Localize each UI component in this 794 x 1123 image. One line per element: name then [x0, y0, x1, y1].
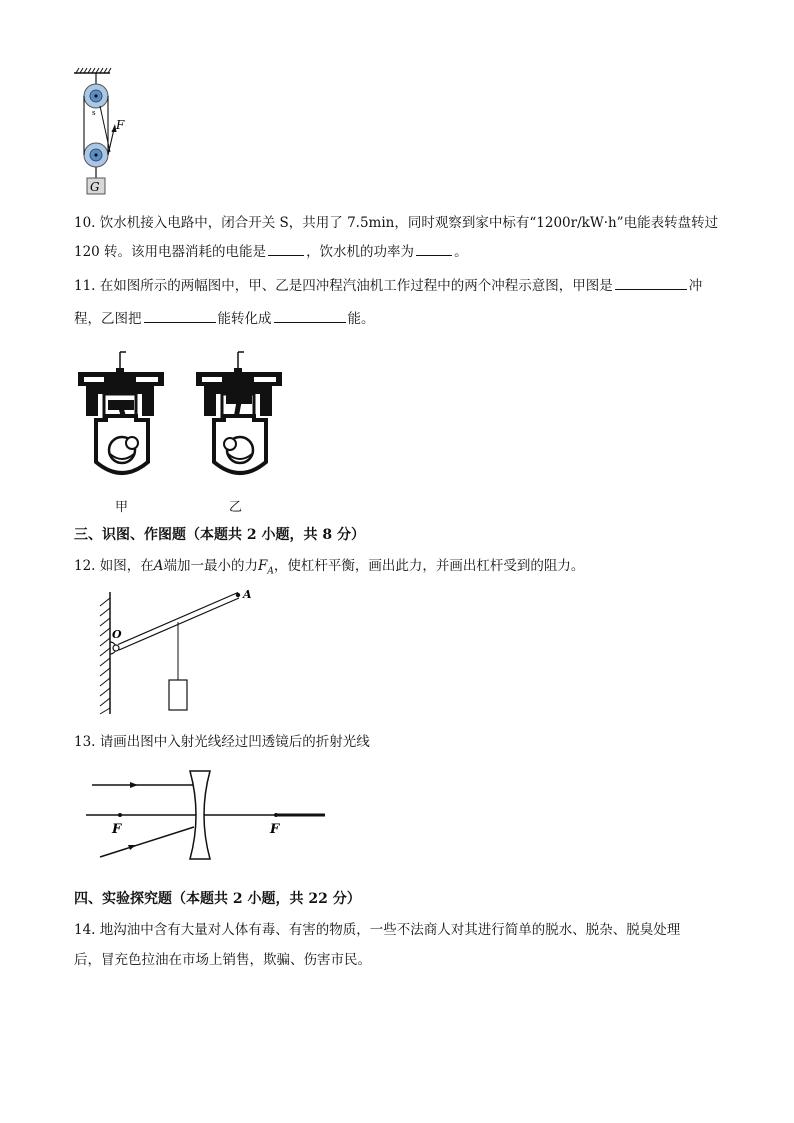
- question-14-line-2: 后，冒充色拉油在市场上销售，欺骗、伤害市民。: [74, 952, 371, 968]
- small-label: s: [92, 109, 96, 117]
- engine-caption-jia: 甲: [115, 500, 129, 515]
- engine-caption-yi: 乙: [229, 500, 243, 515]
- force-symbol: F: [258, 558, 268, 574]
- question-11-text-c: 程，乙图把: [74, 311, 142, 327]
- point-o-label: O: [112, 628, 122, 641]
- question-10-line-2: [74, 242, 468, 262]
- question-10-text-b: ，饮水机的功率为: [306, 244, 415, 260]
- lever-figure: [88, 586, 268, 716]
- question-12-text-c: 端加一最小的力: [163, 558, 259, 574]
- question-10-text-c: 。: [454, 244, 468, 260]
- engine-diagram-yi: [194, 350, 286, 482]
- stroke-answer-blank[interactable]: [615, 276, 687, 290]
- engine-diagram-jia: [76, 350, 168, 482]
- force-subscript: A: [267, 566, 274, 577]
- question-13-text: 13. 请画出图中入射光线经过凹透镜后的折射光线: [74, 734, 370, 750]
- question-12-text-f: ，使杠杆平衡，画出此力，并画出杠杆受到的阻力。: [273, 558, 585, 574]
- energy-from-blank[interactable]: [144, 309, 216, 323]
- question-12-text: [74, 556, 584, 582]
- pulley-figure: [70, 66, 140, 200]
- force-label: F: [116, 118, 125, 132]
- question-11-line-1: [74, 276, 702, 296]
- weight-label: G: [90, 180, 100, 194]
- question-11-text-a: 11. 在如图所示的两幅图中，甲、乙是四冲程汽油机工作过程中的两个冲程示意图，甲图是: [74, 278, 613, 294]
- question-11-line-2: [74, 309, 375, 329]
- energy-to-blank[interactable]: [274, 309, 346, 323]
- power-answer-blank[interactable]: [416, 242, 452, 256]
- question-12-text-a: 12. 如图，在: [74, 558, 154, 574]
- energy-answer-blank[interactable]: [268, 242, 304, 256]
- concave-lens-figure: [80, 765, 330, 865]
- point-a-ref: A: [153, 558, 164, 574]
- question-10-line-1: 10. 饮水机接入电路中，闭合开关 S，共用了 7.5min，同时观察到家中标有“1200r/kW·h”电能表转盘转过: [74, 215, 719, 231]
- question-10-text-a: 120 转。该用电器消耗的电能是: [74, 244, 267, 260]
- question-11-text-d: 能转化成: [217, 311, 272, 327]
- question-11-text-e: 能。: [347, 311, 375, 327]
- right-focus-label: F: [270, 822, 280, 837]
- section-3-heading: 三、识图、作图题（本题共 2 小题，共 8 分）: [74, 527, 365, 543]
- question-14-line-1: 14. 地沟油中含有大量对人体有毒、有害的物质，一些不法商人对其进行简单的脱水、脱杂、脱臭处理: [74, 922, 681, 938]
- left-focus-label: F: [112, 822, 122, 837]
- point-a-label: A: [243, 588, 252, 601]
- question-11-text-b: 冲: [688, 278, 703, 294]
- section-4-heading: 四、实验探究题（本题共 2 小题，共 22 分）: [74, 891, 361, 907]
